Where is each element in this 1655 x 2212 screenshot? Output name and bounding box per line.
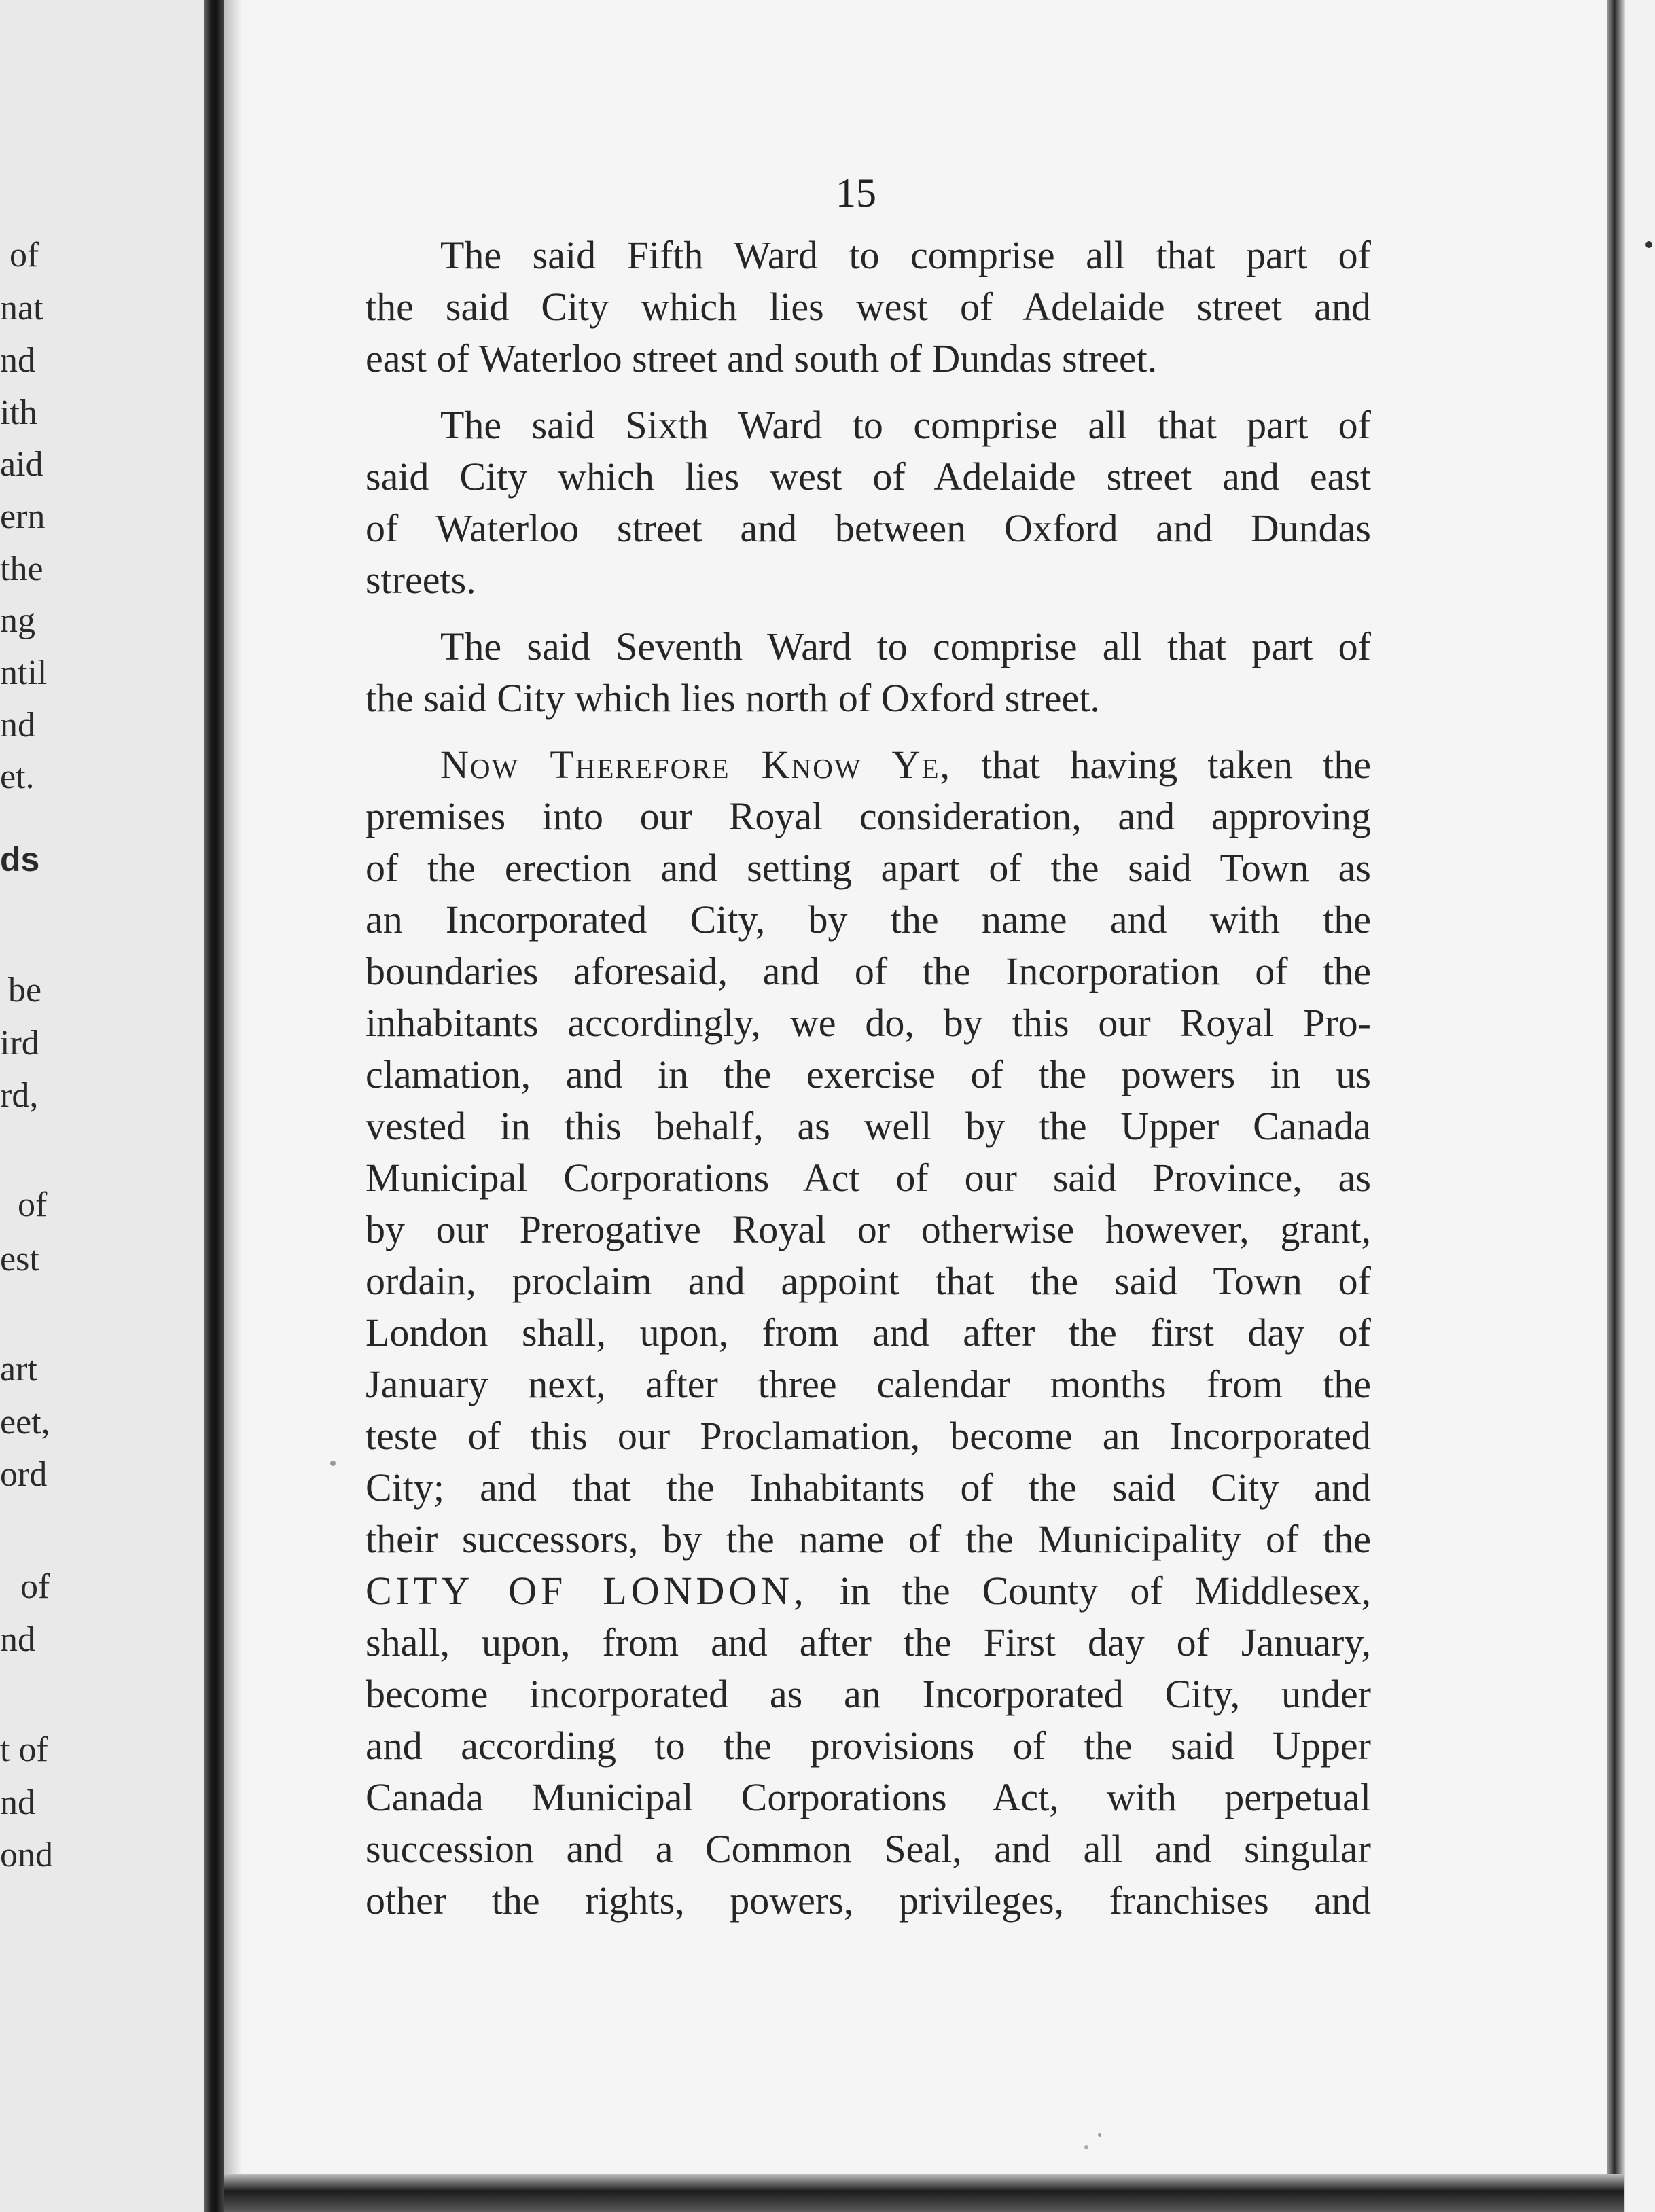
facing-fragment: ond xyxy=(0,1836,53,1874)
text-line: City; and that the Inhabitants of the said City and xyxy=(366,1465,1371,1510)
paragraph-proclamation xyxy=(366,739,1371,1927)
text-line: The said Sixth Ward to comprise all that part of xyxy=(440,403,1371,447)
text-line: clamation, and in the exercise of the powers in us xyxy=(366,1052,1371,1096)
text-line xyxy=(366,1565,1371,1617)
facing-page xyxy=(0,0,204,2212)
facing-fragment: ntil xyxy=(0,654,48,692)
text-line: by our Prerogative Royal or otherwise however, grant, xyxy=(366,1207,1371,1251)
facing-fragment: est xyxy=(0,1240,39,1279)
facing-fragment: ord xyxy=(0,1455,48,1494)
text-line: premises into our Royal consideration, and approving xyxy=(366,794,1371,838)
text-line: an Incorporated City, by the name and with the xyxy=(366,897,1371,942)
facing-fragment: ng xyxy=(0,601,35,640)
facing-fragment: nat xyxy=(0,289,43,327)
facing-fragment: be xyxy=(8,971,42,1010)
text-line: of Waterloo street and between Oxford and Dundas xyxy=(366,506,1371,550)
paragraph-spacer xyxy=(366,385,1371,399)
text-line: succession and a Common Seal, and all and singular xyxy=(366,1827,1371,1871)
text-run: in the County of Middlesex, xyxy=(807,1569,1371,1613)
text-run: that having taken the xyxy=(951,743,1371,787)
facing-fragment: of xyxy=(10,236,39,274)
paragraph-spacer xyxy=(366,606,1371,621)
facing-fragment: ird xyxy=(0,1024,39,1063)
text-line: Canada Municipal Corporations Act, with perpetual xyxy=(366,1775,1371,1819)
facing-fragment: et. xyxy=(0,757,35,796)
know-ye-smallcaps: Now Therefore Know Ye, xyxy=(440,743,952,787)
facing-page-text-fragments xyxy=(0,0,204,2212)
facing-fragment: of xyxy=(20,1567,50,1606)
text-line: The said Seventh Ward to comprise all that part of xyxy=(440,624,1371,668)
paper-speck xyxy=(1645,241,1652,248)
text-line: Municipal Corporations Act of our said Province, as xyxy=(366,1156,1371,1200)
text-line: become incorporated as an Incorporated City, under xyxy=(366,1672,1371,1716)
text-line: their successors, by the name of the Municipality of the xyxy=(366,1517,1371,1561)
paper-speck xyxy=(330,1461,336,1466)
text-line xyxy=(366,739,1371,791)
text-line: shall, upon, from and after the First day of January, xyxy=(366,1620,1371,1664)
text-line: streets. xyxy=(366,558,476,602)
text-line: said City which lies west of Adelaide street and east xyxy=(366,454,1371,499)
facing-fragment: ern xyxy=(0,497,46,536)
facing-fragment: of xyxy=(18,1185,48,1224)
paragraph-fifth-ward xyxy=(366,230,1371,385)
text-line: and according to the provisions of the said Upper xyxy=(366,1724,1371,1768)
page-body-text xyxy=(366,230,1371,1927)
text-line: ordain, proclaim and appoint that the said Town of xyxy=(366,1259,1371,1303)
city-of-london-caps: CITY OF LONDON, xyxy=(366,1569,808,1613)
facing-fragment: nd xyxy=(0,1620,35,1659)
paragraph-spacer xyxy=(366,724,1371,739)
text-line: London shall, upon, from and after the first day of xyxy=(366,1310,1371,1355)
scanner-right-margin xyxy=(1625,0,1655,2212)
page-bottom-edge xyxy=(224,2174,1624,2212)
book-spine-gutter xyxy=(204,0,224,2212)
paper-speck xyxy=(1098,2133,1101,2137)
text-line: vested in this behalf, as well by the Upper Canada xyxy=(366,1104,1371,1148)
facing-fragment: nd xyxy=(0,1783,35,1822)
page-right-edge xyxy=(1607,0,1625,2212)
text-line: January next, after three calendar months from the xyxy=(366,1362,1371,1406)
text-line: teste of this our Proclamation, become an Incorporated xyxy=(366,1414,1371,1458)
facing-fragment: eet, xyxy=(0,1403,50,1442)
text-line: The said Fifth Ward to comprise all that part of xyxy=(440,233,1371,277)
facing-fragment: nd xyxy=(0,706,35,745)
facing-fragment: aid xyxy=(0,445,43,484)
paragraph-sixth-ward xyxy=(366,399,1371,606)
text-line: the said City which lies west of Adelaide street and xyxy=(366,285,1371,329)
facing-heading-fragment: ds xyxy=(0,840,40,878)
text-line: east of Waterloo street and south of Dundas street. xyxy=(366,336,1158,380)
text-line: inhabitants accordingly, we do, by this our Royal Pro- xyxy=(366,1001,1371,1045)
text-line: of the erection and setting apart of the said Town as xyxy=(366,846,1371,890)
paragraph-seventh-ward xyxy=(366,621,1371,724)
gutter-shadow xyxy=(224,0,242,2212)
page-number: 15 xyxy=(836,171,876,215)
facing-fragment: nd xyxy=(0,341,35,380)
facing-fragment: t of xyxy=(0,1730,48,1769)
text-line: other the rights, powers, privileges, franchises and xyxy=(366,1878,1371,1923)
facing-fragment: the xyxy=(0,550,43,588)
facing-fragment: ith xyxy=(0,393,37,432)
text-line: boundaries aforesaid, and of the Incorporation of the xyxy=(366,949,1371,993)
text-line: the said City which lies north of Oxford street. xyxy=(366,676,1100,720)
facing-fragment: rd, xyxy=(0,1076,39,1115)
facing-fragment: art xyxy=(0,1350,37,1389)
paper-speck xyxy=(1084,2145,1088,2149)
